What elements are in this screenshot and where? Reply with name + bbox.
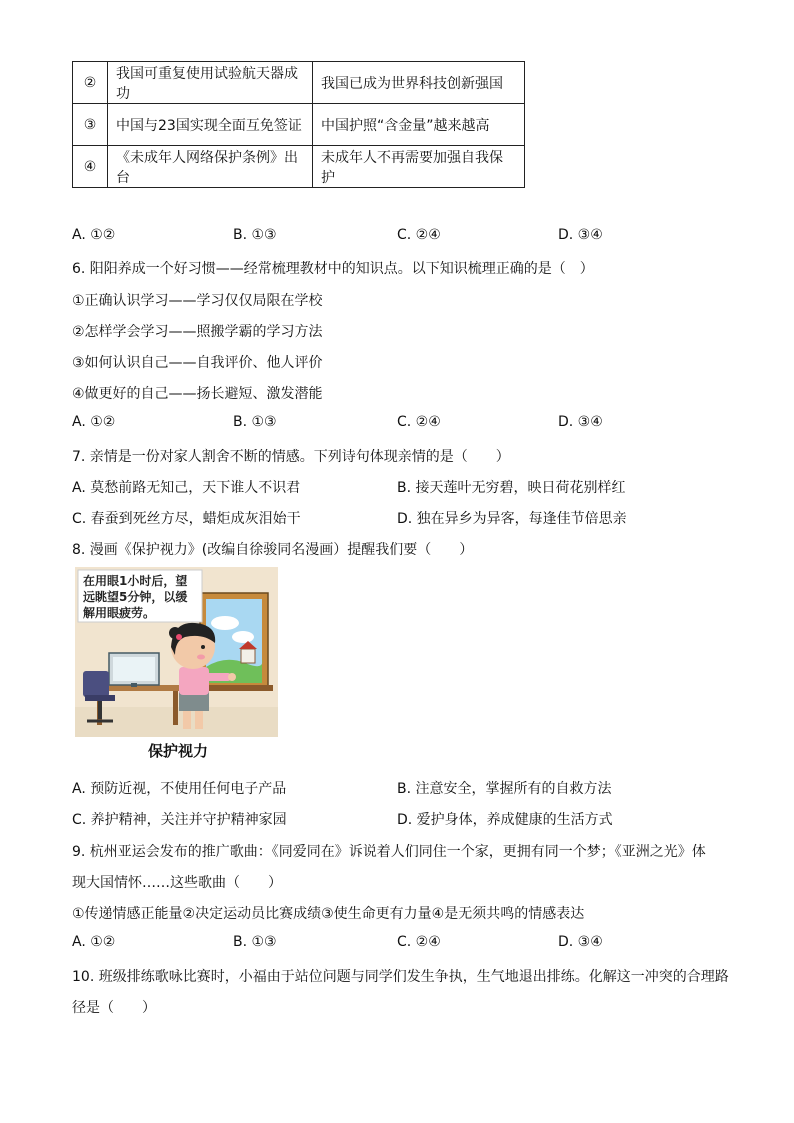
bubble-line: 远眺望5分钟，以缓 [83,590,188,604]
bubble-line: 在用眼1小时后，望 [83,574,188,588]
view-cell: 我国已成为世界科技创新强国 [313,62,525,104]
q9-option-b: B. ①③ [233,934,277,950]
table-row [73,104,525,146]
q7-option-c: C. 春蚕到死丝方尽，蜡炬成灰泪始干 [72,511,301,527]
q8-stem: 8. 漫画《保护视力》(改编自徐骏同名漫画）提醒我们要（ ） [72,542,474,558]
q6-option-a: A. ①② [72,414,116,430]
q8-option-c: C. 养护精神，关注并守护精神家园 [72,812,287,828]
row-number: ④ [73,146,108,188]
q8-option-a: A. 预防近视，不使用任何电子产品 [72,781,287,797]
view-cell: 中国护照“含金量”越来越高 [313,104,525,146]
events-table [72,61,525,188]
q7-stem: 7. 亲情是一份对家人割舍不断的情感。下列诗句体现亲情的是（ ） [72,449,510,465]
q9-items: ①传递情感正能量②决定运动员比赛成绩③使生命更有力量④是无须共鸣的情感表达 [72,906,585,922]
table-row [73,62,525,104]
q7-option-a: A. 莫愁前路无知己，天下谁人不识君 [72,480,301,496]
row-number: ② [73,62,108,104]
q6-item: ④做更好的自己——扬长避短、激发潜能 [72,386,323,402]
event-cell: 《未成年人网络保护条例》出台 [108,146,313,188]
q5-option-c: C. ②④ [397,227,441,243]
q8-option-b: B. 注意安全，掌握所有的自救方法 [397,781,612,797]
view-cell: 未成年人不再需要加强自我保护 [313,146,525,188]
q10-stem-line2: 径是（ ） [72,1000,156,1016]
q6-item: ①正确认识学习——学习仅仅局限在学校 [72,293,323,309]
q6-option-c: C. ②④ [397,414,441,430]
q9-stem-line2: 现大国情怀……这些歌曲（ ） [72,875,282,891]
q6-item: ②怎样学会学习——照搬学霸的学习方法 [72,324,323,340]
q8-option-d: D. 爱护身体，养成健康的生活方式 [397,812,613,828]
q6-option-b: B. ①③ [233,414,277,430]
q5-option-b: B. ①③ [233,227,277,243]
table-row [73,146,525,188]
event-cell: 中国与23国实现全面互免签证 [108,104,313,146]
q6-stem: 6. 阳阳养成一个好习惯——经常梳理教材中的知识点。以下知识梳理正确的是（ ） [72,261,594,277]
row-number: ③ [73,104,108,146]
q6-option-d: D. ③④ [558,414,603,430]
q10-stem-line1: 10. 班级排练歌咏比赛时，小福由于站位问题与同学们发生争执，生气地退出排练。化解这一冲突的合理路 [72,969,729,985]
q5-option-a: A. ①② [72,227,116,243]
q5-option-d: D. ③④ [558,227,603,243]
event-cell: 我国可重复使用试验航天器成功 [108,62,313,104]
q7-option-d: D. 独在异乡为异客，每逢佳节倍思亲 [397,511,627,527]
q6-item: ③如何认识自己——自我评价、他人评价 [72,355,323,371]
bubble-line: 解用眼疲劳。 [83,606,156,620]
protect-eyesight-cartoon [75,567,278,737]
cartoon-caption: 保护视力 [148,742,209,760]
q7-option-b: B. 接天莲叶无穷碧，映日荷花别样红 [397,480,626,496]
q9-stem-line1: 9. 杭州亚运会发布的推广歌曲：《同爱同在》诉说着人们同住一个家，更拥有同一个梦；《亚洲之光》体 [72,844,706,860]
q9-option-d: D. ③④ [558,934,603,950]
q9-option-a: A. ①② [72,934,116,950]
q9-option-c: C. ②④ [397,934,441,950]
